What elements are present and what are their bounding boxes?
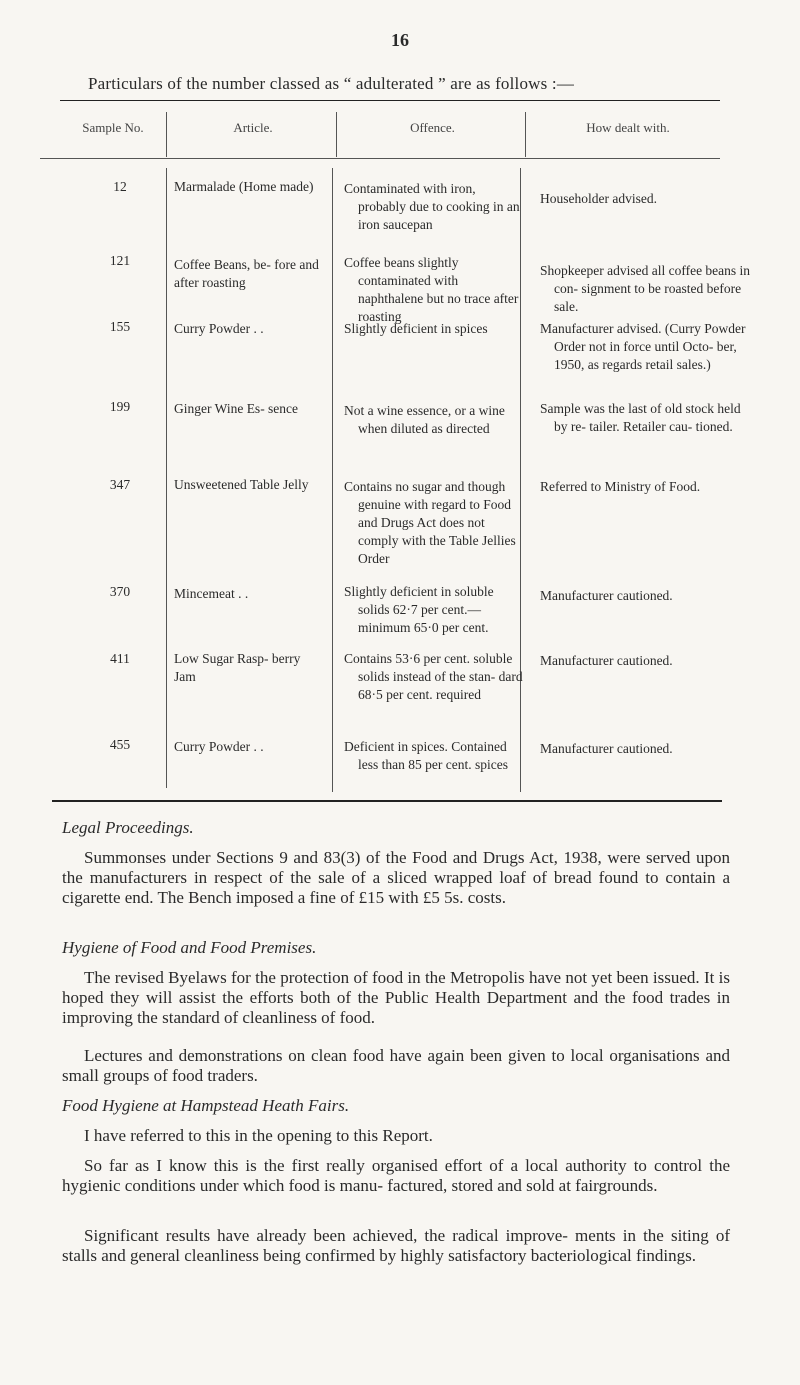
section-heading-legal: Legal Proceedings.	[62, 818, 194, 837]
article: Unsweetened Table Jelly	[174, 477, 309, 492]
header-article: Article.	[233, 120, 273, 135]
article: Ginger Wine Es- sence	[174, 401, 299, 416]
sample-no: 121	[109, 253, 131, 268]
article: Mincemeat . .	[174, 586, 249, 601]
article: Coffee Beans, be- fore and after roasting	[174, 257, 319, 290]
how-dealt: Householder advised.	[540, 191, 657, 206]
offence: Slightly deficient in spices	[344, 321, 488, 336]
section-heading-fairs: Food Hygiene at Hampstead Heath Fairs.	[62, 1096, 350, 1115]
sample-no: 199	[109, 399, 131, 414]
fairs-paragraph-2: So far as I know this is the first really organised effort of a local authority to control the hygienic conditions under which food is manu- factured, stored and sold at fairgrounds.	[62, 1156, 730, 1195]
article: Marmalade (Home made)	[174, 179, 314, 194]
header-offence: Offence.	[410, 120, 455, 135]
table-top-rule	[60, 100, 720, 101]
column-divider	[525, 112, 526, 157]
offence: Coffee beans slightly contaminated with naphthalene but no trace after roasting	[344, 255, 519, 324]
section-heading-hygiene: Hygiene of Food and Food Premises.	[62, 938, 317, 957]
how-dealt: Manufacturer cautioned.	[540, 653, 673, 668]
column-divider	[166, 112, 167, 157]
column-divider	[332, 168, 333, 792]
sample-no: 347	[109, 477, 131, 492]
table-caption: Particulars of the number classed as “ adulterated ” are as follows :—	[88, 74, 575, 93]
sample-no: 455	[109, 737, 131, 752]
fairs-paragraph-1: I have referred to this in the opening to this Report.	[84, 1126, 433, 1145]
offence: Deficient in spices. Contained less than 85 per cent. spices	[344, 739, 508, 772]
sample-no: 155	[109, 319, 131, 334]
legal-paragraph: Summonses under Sections 9 and 83(3) of the Food and Drugs Act, 1938, were served upon the manufacturers in respect of the sale of a sliced wrapped loaf of bread found to contain a cigarette end. The Bench imposed a fine of £15 with £5 5s. costs.	[62, 848, 730, 907]
header-sample-no: Sample No.	[82, 120, 144, 135]
table-bottom-rule	[52, 800, 722, 802]
sample-no: 12	[113, 179, 127, 194]
hygiene-paragraph-1: The revised Byelaws for the protection of food in the Metropolis have not yet been issued. It is hoped they will assist the efforts both of the Public Health Department and the food trades in improving the standard of cleanliness of food.	[62, 968, 730, 1027]
how-dealt: Manufacturer cautioned.	[540, 741, 673, 756]
hygiene-paragraph-2: Lectures and demonstrations on clean food have again been given to local organisations and small groups of food traders.	[62, 1046, 730, 1085]
offence: Not a wine essence, or a wine when diluted as directed	[344, 403, 505, 436]
column-divider	[166, 168, 167, 788]
sample-no: 411	[110, 651, 130, 666]
offence: Contains 53·6 per cent. soluble solids instead of the stan- dard 68·5 per cent. required	[344, 651, 523, 702]
offence: Contaminated with iron, probably due to cooking in an iron saucepan	[344, 181, 520, 232]
header-how-dealt: How dealt with.	[586, 120, 670, 135]
article: Curry Powder . .	[174, 739, 264, 754]
page-number: 16	[391, 30, 409, 50]
article: Low Sugar Rasp- berry Jam	[174, 651, 301, 684]
how-dealt: Referred to Ministry of Food.	[540, 479, 701, 494]
how-dealt: Sample was the last of old stock held by re- tailer. Retailer cau- tioned.	[540, 401, 741, 434]
column-divider	[336, 112, 337, 157]
how-dealt: Manufacturer cautioned.	[540, 588, 673, 603]
how-dealt: Manufacturer advised. (Curry Powder Order not in force until Octo- ber, 1950, as regards retail sales.)	[540, 321, 746, 372]
table-header-rule	[40, 158, 720, 159]
article: Curry Powder . .	[174, 321, 264, 336]
fairs-paragraph-3: Significant results have already been achieved, the radical improve- ments in the siting of stalls and general cleanliness being confirmed by highly satisfactory bacteriological findings.	[62, 1226, 730, 1265]
how-dealt: Shopkeeper advised all coffee beans in con- signment to be roasted before sale.	[540, 263, 751, 314]
offence: Contains no sugar and though genuine with regard to Food and Drugs Act does not comply with the Table Jellies Order	[344, 479, 516, 566]
sample-no: 370	[109, 584, 131, 599]
offence: Slightly deficient in soluble solids 62·7 per cent.—minimum 65·0 per cent.	[344, 584, 494, 635]
